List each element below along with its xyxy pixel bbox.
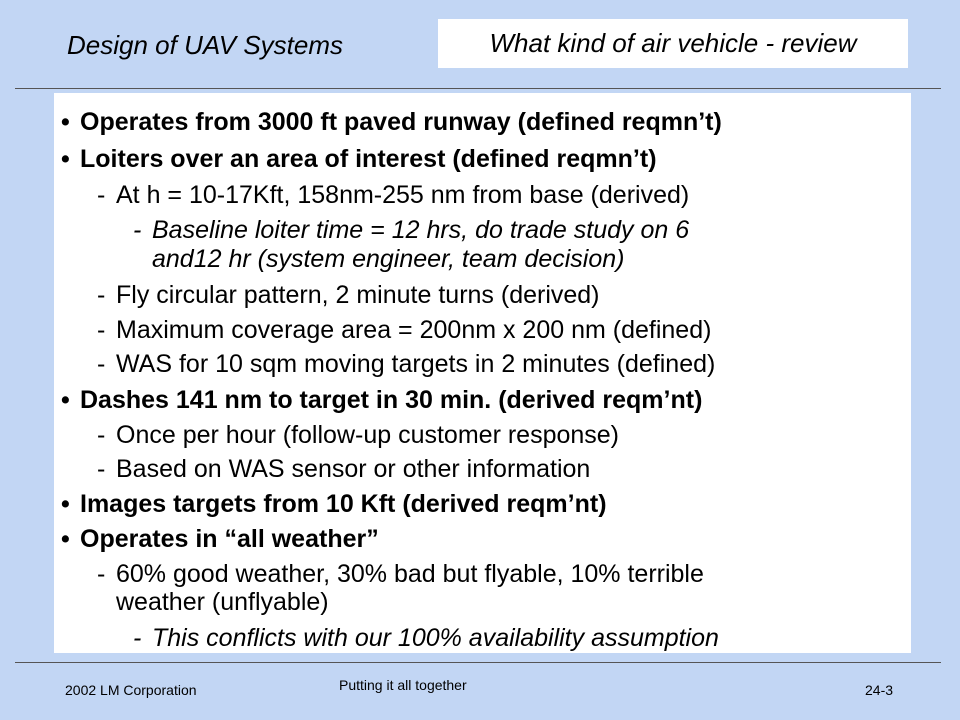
sub-bullet-item bbox=[97, 280, 600, 310]
bullet-text: WAS for 10 sqm moving targets in 2 minutes (defined) bbox=[116, 350, 716, 378]
sub-bullet-item bbox=[116, 587, 329, 617]
bullet-item bbox=[61, 385, 703, 415]
slide-title: What kind of air vehicle - review bbox=[438, 19, 908, 68]
footer-copyright: 2002 LM Corporation bbox=[65, 682, 197, 698]
bullet-text: 60% good weather, 30% bad but flyable, 10% terrible bbox=[116, 560, 704, 588]
bullet-text: Once per hour (follow-up customer response) bbox=[116, 421, 620, 449]
content-panel bbox=[54, 93, 911, 653]
bullet-item bbox=[61, 524, 379, 554]
bullet-text: weather (unflyable) bbox=[116, 588, 329, 616]
bullet-text: This conflicts with our 100% availability assumption bbox=[152, 624, 719, 652]
bullet-text: Maximum coverage area = 200nm x 200 nm (defined) bbox=[116, 316, 712, 344]
bullet-text: Images targets from 10 Kft (derived reqm’nt) bbox=[80, 490, 607, 518]
dash-marker: - bbox=[97, 560, 106, 588]
dash-marker: - bbox=[97, 281, 106, 309]
footer-section-title: Putting it all together bbox=[339, 677, 467, 693]
bullet-marker: • bbox=[61, 525, 70, 553]
sub-bullet-item bbox=[97, 315, 712, 345]
dash-marker: - bbox=[133, 216, 142, 244]
bullet-text: Operates in “all weather” bbox=[80, 525, 379, 553]
bullet-text: Fly circular pattern, 2 minute turns (derived) bbox=[116, 281, 600, 309]
sub-bullet-item bbox=[97, 559, 704, 589]
bullet-marker: • bbox=[61, 145, 70, 173]
bullet-item bbox=[61, 107, 722, 137]
sub-bullet-item bbox=[133, 623, 719, 653]
bullet-text: Operates from 3000 ft paved runway (defined reqmn’t) bbox=[80, 108, 722, 136]
bullet-text: At h = 10-17Kft, 158nm-255 nm from base (derived) bbox=[116, 181, 690, 209]
dash-marker: - bbox=[97, 421, 106, 449]
sub-bullet-item bbox=[97, 349, 716, 379]
sub-bullet-item bbox=[97, 180, 690, 210]
sub-bullet-item bbox=[97, 454, 591, 484]
bullet-text: Dashes 141 nm to target in 30 min. (derived reqm’nt) bbox=[80, 386, 703, 414]
bullet-item bbox=[61, 489, 607, 519]
bullet-text: Based on WAS sensor or other information bbox=[116, 455, 591, 483]
dash-marker: - bbox=[133, 624, 142, 652]
bullet-marker: • bbox=[61, 490, 70, 518]
sub-bullet-item bbox=[97, 420, 620, 450]
footer-page-number: 24-3 bbox=[865, 682, 894, 698]
sub-bullet-item bbox=[133, 215, 690, 245]
dash-marker: - bbox=[97, 455, 106, 483]
course-title: Design of UAV Systems bbox=[67, 30, 343, 60]
dash-marker: - bbox=[97, 181, 106, 209]
footer-divider bbox=[15, 662, 941, 663]
bullet-text: Loiters over an area of interest (defined reqmn’t) bbox=[80, 145, 657, 173]
bullet-text: Baseline loiter time = 12 hrs, do trade study on 6 bbox=[152, 216, 690, 244]
bullet-marker: • bbox=[61, 386, 70, 414]
bullet-item bbox=[61, 144, 657, 174]
bullet-text: and12 hr (system engineer, team decision) bbox=[152, 245, 625, 273]
sub-bullet-item bbox=[152, 244, 624, 274]
dash-marker: - bbox=[97, 350, 106, 378]
header-divider bbox=[15, 88, 941, 89]
bullet-marker: • bbox=[61, 108, 70, 136]
dash-marker: - bbox=[97, 316, 106, 344]
